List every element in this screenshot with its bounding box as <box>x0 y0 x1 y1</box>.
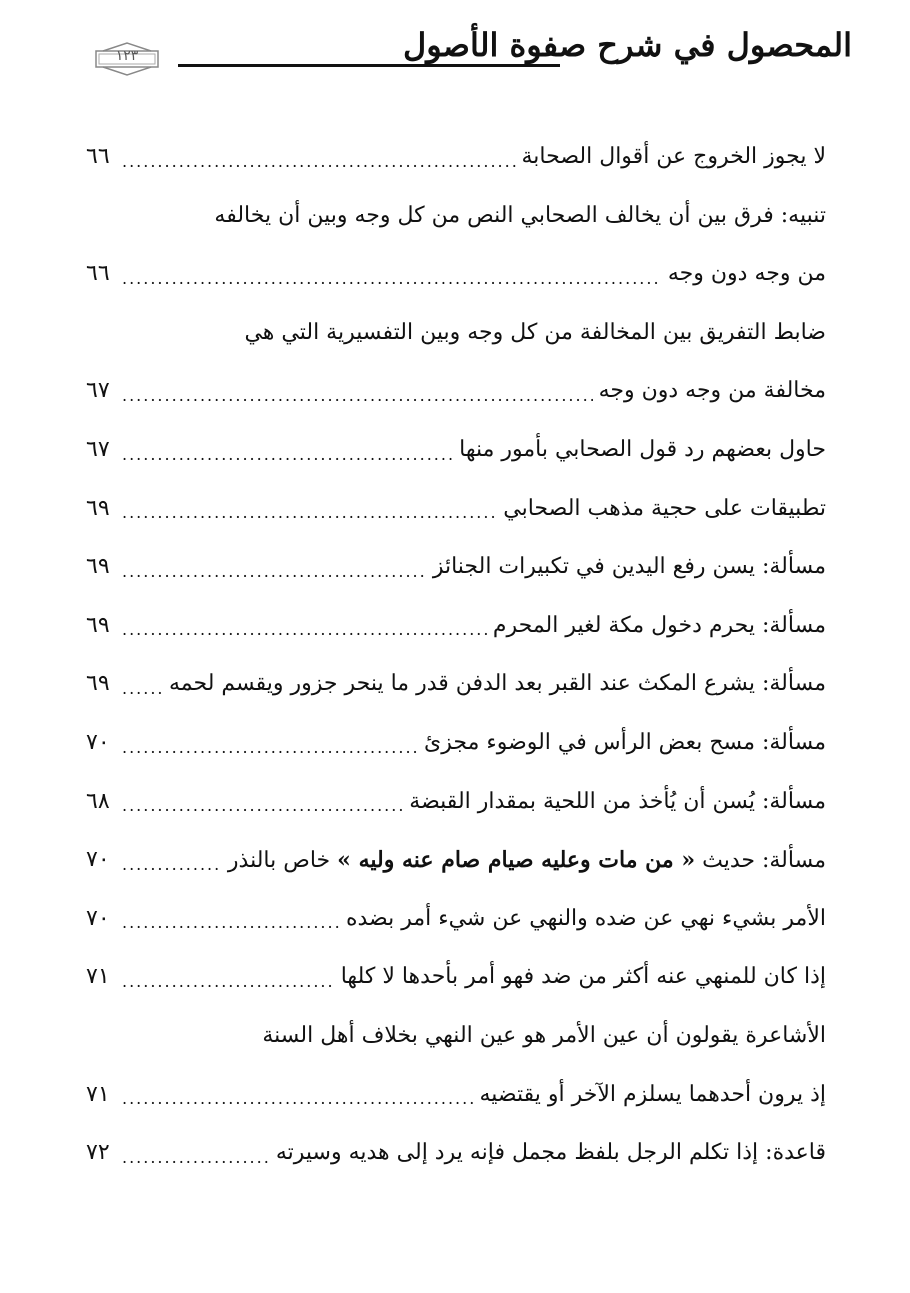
toc-entry-page: ٦٩ <box>86 612 110 638</box>
toc-entry-title: الأمر بشيء نهي عن ضده والنهي عن شيء أمر بضده <box>345 905 826 931</box>
toc-entry-page: ٦٦ <box>86 144 110 170</box>
toc-entry-page: ٦٦ <box>86 261 110 287</box>
table-of-contents <box>86 128 826 1183</box>
toc-entry-title <box>228 847 826 874</box>
toc-entry-title: لا يجوز الخروج عن أقوال الصحابة <box>521 144 826 170</box>
dot-leader <box>122 269 662 288</box>
toc-entry <box>86 245 826 304</box>
toc-entry <box>86 1066 826 1125</box>
toc-entry-title: تطبيقات على حجية مذهب الصحابي <box>503 495 826 521</box>
toc-entry <box>86 890 826 949</box>
toc-entry <box>86 304 826 363</box>
toc-entry <box>86 538 826 597</box>
toc-entry-page: ٧٠ <box>86 905 110 931</box>
toc-entry <box>86 1124 826 1183</box>
toc-entry-title: إذا كان للمنهي عنه أكثر من ضد فهو أمر بأحدها لا كلها <box>340 964 826 990</box>
dot-leader <box>122 913 340 932</box>
toc-entry <box>86 1007 826 1066</box>
book-title: المحصول في شرح صفوة الأصول <box>403 26 852 64</box>
toc-entry-page: ٧١ <box>86 1081 110 1107</box>
toc-entry-page: ٧٢ <box>86 1140 110 1166</box>
toc-entry <box>86 655 826 714</box>
toc-entry <box>86 128 826 187</box>
toc-entry-page: ٦٩ <box>86 495 110 521</box>
dot-leader <box>122 152 516 171</box>
dot-leader <box>122 855 222 874</box>
dot-leader <box>122 738 418 757</box>
toc-entry-page: ٦٩ <box>86 671 110 697</box>
toc-entry-title: مسألة: يسن رفع اليدين في تكبيرات الجنائز <box>432 554 826 580</box>
toc-entry <box>86 421 826 480</box>
toc-entry-title: مسألة: مسح بعض الرأس في الوضوء مجزئ <box>424 730 826 756</box>
toc-entry-title: قاعدة: إذا تكلم الرجل بلفظ مجمل فإنه يرد إلى هديه وسيرته <box>275 1140 826 1166</box>
toc-entry <box>86 773 826 832</box>
toc-entry-title: مسألة: يُسن أن يُأخذ من اللحية بمقدار القبضة <box>409 788 826 814</box>
dot-leader <box>122 503 497 522</box>
toc-entry <box>86 714 826 773</box>
toc-entry <box>86 187 826 246</box>
toc-entry-title-suffix: خاص بالنذر <box>227 847 331 873</box>
toc-entry-page: ٧١ <box>86 964 110 990</box>
page-header <box>0 0 910 110</box>
dot-leader <box>122 620 487 639</box>
toc-entry-title: إذ يرون أحدهما يسلزم الآخر أو يقتضيه <box>479 1081 826 1107</box>
dot-leader <box>122 796 403 815</box>
toc-entry-title: مخالفة من وجه دون وجه <box>598 378 826 404</box>
toc-entry <box>86 480 826 539</box>
dot-leader <box>122 1148 270 1167</box>
toc-entry-page: ٦٨ <box>86 788 110 814</box>
toc-entry-page: ٦٧ <box>86 437 110 463</box>
toc-entry-title: مسألة: يشرع المكث عند القبر بعد الدفن قدر ما ينحر جزور ويقسم لحمه <box>168 671 826 697</box>
header-rule <box>178 64 560 67</box>
dot-leader <box>122 386 593 405</box>
toc-entry <box>86 362 826 421</box>
dot-leader <box>122 562 427 581</box>
toc-entry-title: الأشاعرة يقولون أن عين الأمر هو عين النهي بخلاف أهل السنة <box>262 1023 826 1048</box>
toc-entry-page: ٧٠ <box>86 847 110 873</box>
toc-entry <box>86 948 826 1007</box>
page-number-badge <box>95 42 159 76</box>
toc-entry-page: ٧٠ <box>86 730 110 756</box>
toc-entry-page: ٦٧ <box>86 378 110 404</box>
toc-entry <box>86 831 826 890</box>
dot-leader <box>122 1089 473 1108</box>
dot-leader <box>122 445 453 464</box>
dot-leader <box>122 679 163 698</box>
toc-entry-page: ٦٩ <box>86 554 110 580</box>
toc-entry-title: تنبيه: فرق بين أن يخالف الصحابي النص من كل وجه وبين أن يخالفه <box>214 202 826 228</box>
page-number: ١٢٣ <box>115 48 139 64</box>
toc-entry-title: من وجه دون وجه <box>667 261 826 287</box>
toc-entry-title: حاول بعضهم رد قول الصحابي بأمور منها <box>459 437 826 463</box>
toc-entry-title: ضابط التفريق بين المخالفة من كل وجه وبين التفسيرية التي هي <box>244 319 826 345</box>
dot-leader <box>122 972 335 991</box>
toc-entry <box>86 597 826 656</box>
hadith-quote: « من مات وعليه صيام صام عنه وليه » <box>337 846 696 873</box>
toc-entry-title-prefix: مسألة: حديث <box>702 847 826 873</box>
toc-entry-title: مسألة: يحرم دخول مكة لغير المحرم <box>492 612 826 638</box>
